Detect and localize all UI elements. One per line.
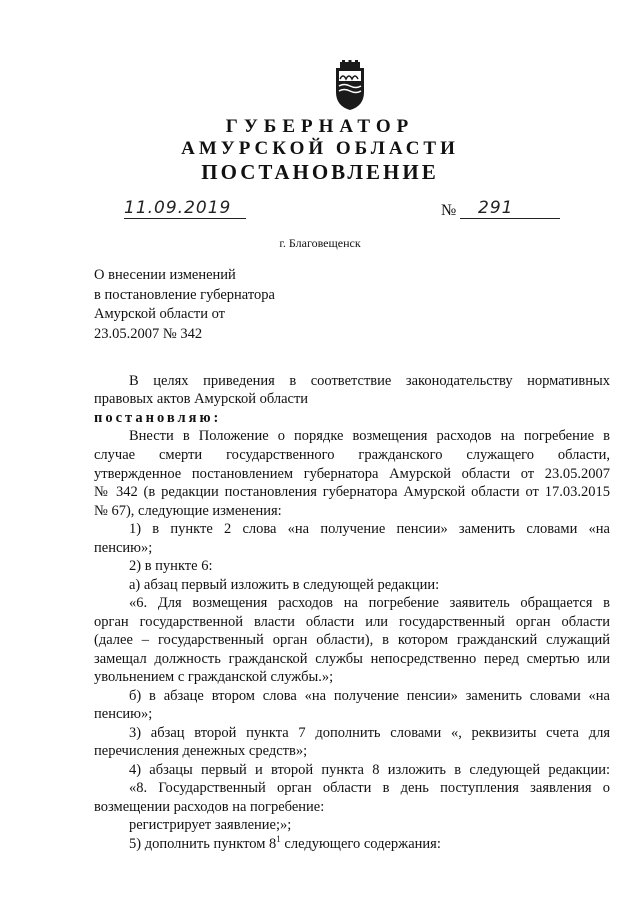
item-line: пенсию»; <box>94 706 153 722</box>
item-line: 2) в пункте 6: <box>129 558 213 574</box>
subject-line: Амурской области от <box>94 306 226 322</box>
quote-line: замещал должность гражданской службы непосредственно перед смертью или <box>94 651 610 667</box>
decree-date: 11.09.2019 <box>124 198 246 219</box>
quote-line: «6. Для возмещения расходов на погребение заявитель обращается в <box>129 595 610 611</box>
item-line: пенсию»; <box>94 540 153 556</box>
paragraph-line: № 67), следующие изменения: <box>94 503 282 519</box>
quote-line: орган государственной власти области или государственный орган области <box>94 614 610 630</box>
paragraph-line: правовых актов Амурской области <box>94 391 309 407</box>
paragraph-line: Внести в Положение о порядке возмещения расходов на погребение в <box>129 428 610 444</box>
city-name: г. Благовещенск <box>279 236 361 250</box>
decree-number-label: № <box>441 202 457 219</box>
header-title-governor: ГУБЕРНАТОР <box>225 116 415 137</box>
decree-subject <box>94 266 275 344</box>
item-line: 3) абзац второй пункта 7 дополнить словами «, реквизиты счета для <box>129 725 610 741</box>
header-title-decree: ПОСТАНОВЛЕНИЕ <box>201 160 439 184</box>
quote-line: регистрирует заявление;»; <box>129 817 292 833</box>
subject-line: О внесении изменений <box>94 267 236 283</box>
paragraph-line: В целях приведения в соответствие законодательству нормативных <box>129 373 610 389</box>
item-line: 1) в пункте 2 слова «на получение пенсии» заменить словами «на <box>129 521 610 537</box>
item-text: следующего содержания: <box>280 836 441 852</box>
quote-line: возмещении расходов на погребение: <box>94 799 325 815</box>
paragraph-line: № 342 (в редакции постановления губернатора Амурской области от 17.03.2015 <box>94 484 610 500</box>
item-line: перечисления денежных средств»; <box>94 743 308 759</box>
decree-keyword: постановляю: <box>94 410 222 426</box>
item-text: 5) дополнить пунктом 8 <box>129 836 277 852</box>
item-line: а) абзац первый изложить в следующей редакции: <box>129 577 440 593</box>
quote-line: увольнением с гражданской службы.»; <box>94 669 334 685</box>
paragraph-line: утвержденное постановлением губернатора Амурской области от 23.05.2007 <box>94 466 610 482</box>
header-title-region: АМУРСКОЙ ОБЛАСТИ <box>181 138 459 159</box>
item-superscript: 1 <box>276 834 281 844</box>
item-line: 4) абзацы первый и второй пункта 8 изложить в следующей редакции: <box>129 762 610 778</box>
item-line <box>129 835 610 854</box>
paragraph-line: случае смерти государственного гражданского служащего области, <box>94 447 610 463</box>
decree-number: 291 <box>460 198 560 219</box>
quote-line: «8. Государственный орган области в день поступления заявления о <box>129 780 610 796</box>
quote-line: (далее – государственный орган области), в котором гражданский служащий <box>94 632 610 648</box>
subject-line: 23.05.2007 № 342 <box>94 325 203 342</box>
coat-of-arms-icon <box>330 60 370 112</box>
item-line: б) в абзаце втором слова «на получение пенсии» заменить словами «на <box>129 688 610 704</box>
subject-line: в постановление губернатора <box>94 286 275 303</box>
